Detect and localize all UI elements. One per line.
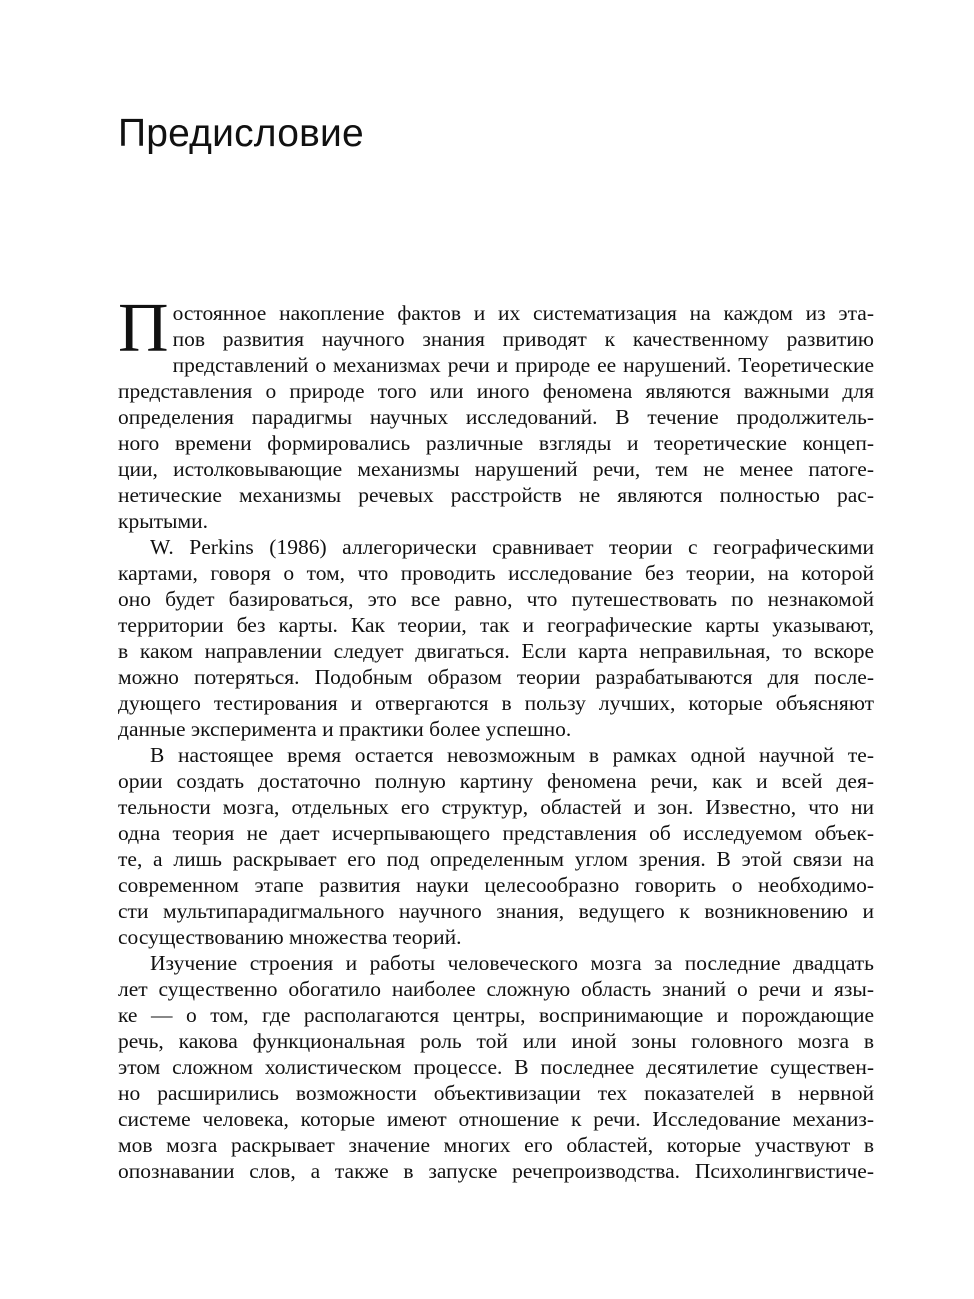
- drop-cap: П: [118, 290, 169, 367]
- text-line: ке — о том, где располагаются центры, воспринимающие и порождающие: [118, 1003, 874, 1027]
- text-line: пов развития научного знания приводят к качественному развитию: [172, 327, 874, 351]
- text-line: лет существенно обогатило наиболее сложную область знаний о речи и язы-: [118, 977, 874, 1001]
- text-line: территории без карты. Как теории, так и географические карты указывают,: [118, 613, 874, 637]
- text-line: современном этапе развития науки целесообразно говорить о необходимо-: [118, 873, 874, 897]
- text-line: нетические механизмы речевых расстройств не являются полностью рас-: [118, 483, 874, 507]
- text-line: сосуществованию множества теорий.: [118, 925, 462, 949]
- text-line: одна теория не дает исчерпывающего представления об исследуемом объек-: [118, 821, 874, 845]
- paragraph-1: [118, 290, 874, 534]
- text-line: системе человека, которые имеют отношение к речи. Исследование механиз-: [118, 1107, 874, 1131]
- text-line: оно будет базироваться, это все равно, что путешествовать по незнакомой: [118, 587, 874, 611]
- text-line: речь, какова функциональная роль той или иной зоны головного мозга в: [118, 1029, 874, 1053]
- text-line: те, а лишь раскрывает его под определенным углом зрения. В этой связи на: [118, 847, 874, 871]
- text-line: данные эксперимента и практики более успешно.: [118, 717, 572, 741]
- text-line: мов мозга раскрывает значение многих его областей, которые участвуют в: [118, 1133, 874, 1157]
- text-line: сти мультипарадигмального научного знания, ведущего к возникновению и: [118, 899, 874, 923]
- text-line: можно потеряться. Подобным образом теории разрабатываются для после-: [118, 665, 874, 689]
- text-line: Изучение строения и работы человеческого мозга за последние двадцать: [150, 951, 874, 975]
- text-line: В настоящее время остается невозможным в рамках одной научной те-: [150, 743, 874, 767]
- text-line: опознавании слов, а также в запуске речепроизводства. Психолингвистиче-: [118, 1159, 874, 1183]
- page-title: Предисловие: [118, 112, 364, 155]
- text-line: дующего тестирования и отвергаются в пользу лучших, которые объясняют: [118, 691, 874, 715]
- text-line: картами, говоря о том, что проводить исследование без теории, на которой: [118, 561, 874, 585]
- text-line: тельности мозга, отдельных его структур, областей и зон. Известно, что ни: [118, 795, 874, 819]
- text-line: ции, истолковывающие механизмы нарушений речи, тем не менее патоге-: [118, 457, 874, 481]
- text-line: ории создать достаточно полную картину феномена речи, как и всей дея-: [118, 769, 874, 793]
- text-line: определения парадигмы научных исследований. В течение продолжитель-: [118, 405, 874, 429]
- text-line: остоянное накопление фактов и их систематизация на каждом из эта-: [172, 301, 874, 325]
- body-text: [118, 290, 874, 1184]
- text-line: ного времени формировались различные взгляды и теоретические концеп-: [118, 431, 874, 455]
- text-line: но расширились возможности объективизации тех показателей в нервной: [118, 1081, 874, 1105]
- text-line: этом сложном холистическом процессе. В последнее десятилетие существен-: [118, 1055, 874, 1079]
- text-line: представлений о механизмах речи и природе ее нарушений. Теоретические: [172, 353, 874, 377]
- paragraph-2: [118, 534, 874, 742]
- paragraph-4: [118, 950, 874, 1184]
- text-line: крытыми.: [118, 509, 208, 533]
- text-line: W. Perkins (1986) аллегорически сравнивает теории с географическими: [150, 535, 874, 559]
- paragraph-3: [118, 742, 874, 950]
- text-line: в каком направлении следует двигаться. Если карта неправильная, то вскоре: [118, 639, 874, 663]
- text-line: представления о природе того или иного феномена являются важными для: [118, 379, 874, 403]
